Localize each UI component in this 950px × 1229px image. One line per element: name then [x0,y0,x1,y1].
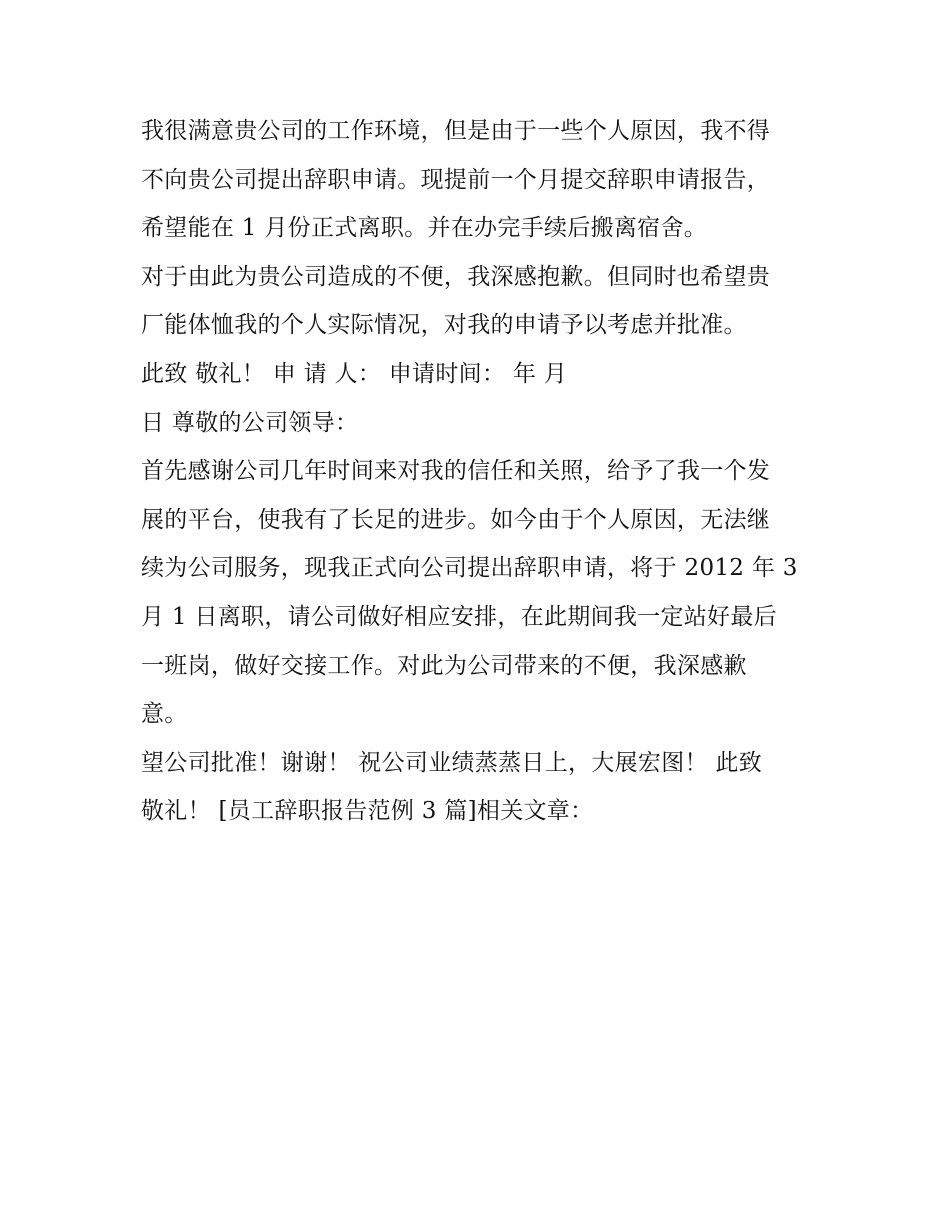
document-body [141,107,821,836]
text-line: 望公司批准！谢谢！ 祝公司业绩蒸蒸日上，大展宏图！ 此致 [141,749,763,776]
text-line: 一班岗，做好交接工作。对此为公司带来的不便，我深感歉 [141,652,747,679]
text-line: 日 尊敬的公司领导： [141,409,359,436]
text-line: 月 1 日离职，请公司做好相应安排，在此期间我一定站好最后 [141,603,777,630]
text-line: 敬礼！ [员工辞职报告范例 3 篇]相关文章： [141,798,594,825]
text-line: 续为公司服务，现我正式向公司提出辞职申请，将于 2012 年 3 [141,555,798,582]
text-line: 厂能体恤我的个人实际情况，对我的申请予以考虑并批准。 [141,312,747,339]
text-line: 对于由此为贵公司造成的不便，我深感抱歉。但同时也希望贵 [141,263,771,290]
text-line: 意。 [141,701,188,728]
text-line: 我很满意贵公司的工作环境，但是由于一些个人原因，我不得 [141,118,771,144]
text-line: 此致 敬礼！ 申 请 人： 申请时间： 年 月 [141,360,568,387]
text-line: 展的平台，使我有了长足的进步。如今由于个人原因，无法继 [141,506,771,533]
text-line: 首先感谢公司几年时间来对我的信任和关照，给予了我一个发 [141,458,771,485]
text-line: 希望能在 1 月份正式离职。并在办完手续后搬离宿舍。 [141,215,708,242]
text-line: 不向贵公司提出辞职申请。现提前一个月提交辞职申请报告， [141,166,771,193]
